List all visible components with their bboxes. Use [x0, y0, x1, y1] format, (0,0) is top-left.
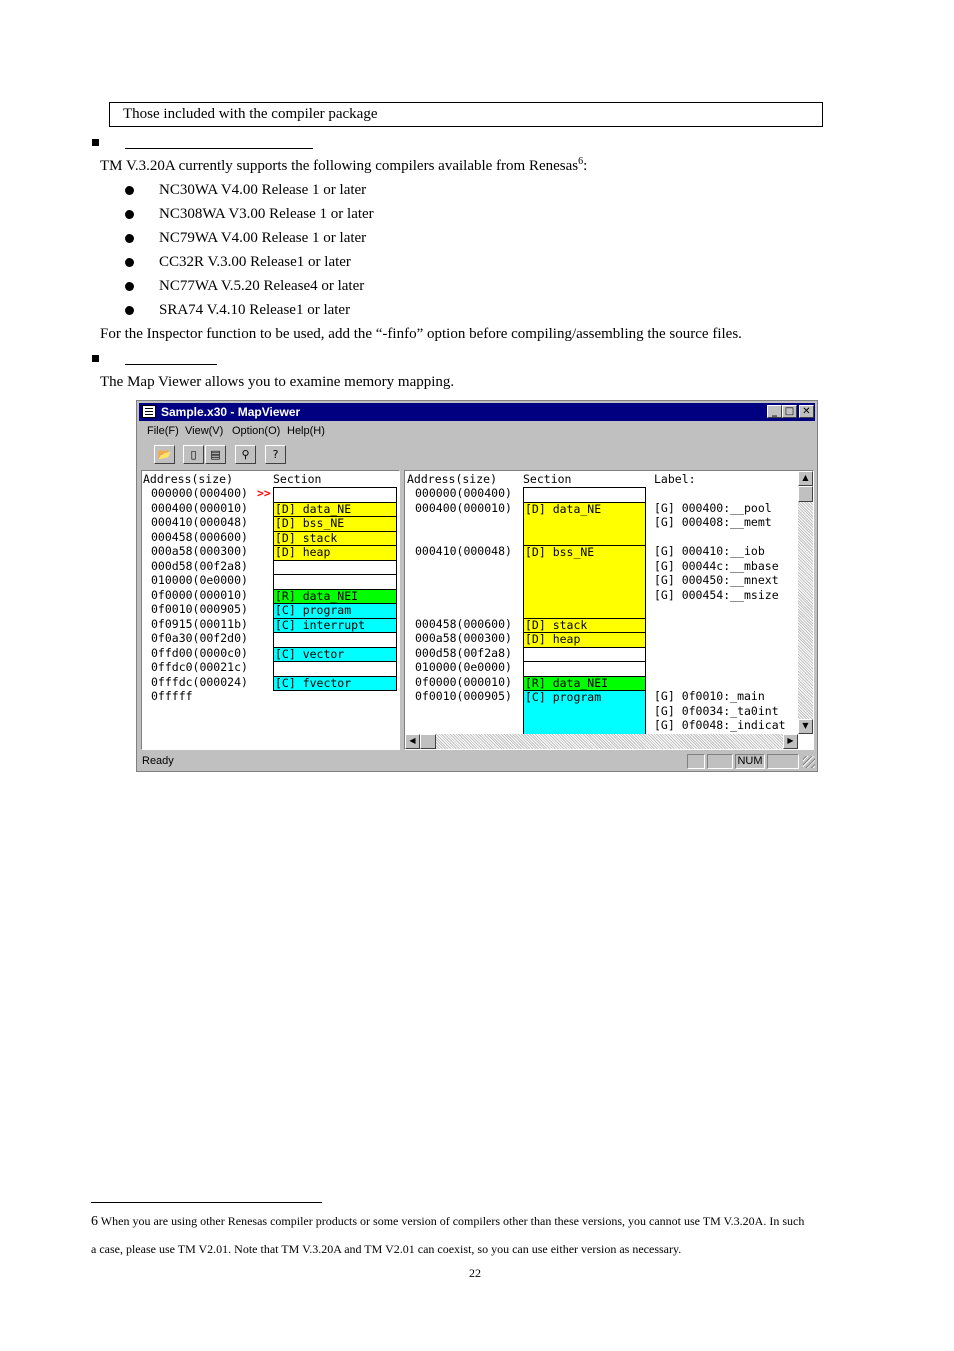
status-num-indicator: NUM [735, 754, 765, 769]
toolbar [139, 443, 815, 467]
left-address-cell: 0ffd00(0000c0) [151, 645, 248, 660]
left-address-cell: 0ffdc0(00021c) [151, 660, 248, 674]
footnote-reference[interactable]: 6 [578, 156, 584, 167]
split-view-icon[interactable]: ▤ [205, 445, 226, 464]
menu-help[interactable]: Help(H) [287, 425, 325, 437]
symbol-label[interactable]: [G] 000450:__mnext [654, 573, 779, 587]
symbol-label[interactable]: [G] 00044c:__mbase [654, 558, 779, 573]
left-section-cell[interactable]: [D] heap [273, 545, 397, 561]
left-address-cell: 010000(0e0000) [151, 573, 248, 587]
status-panel-scroll [767, 754, 799, 769]
left-address-cell: 000458(000600) [151, 529, 248, 544]
mapviewer-window [136, 400, 818, 772]
right-section-cell[interactable]: [D] bss_NE [523, 545, 646, 619]
left-address-cell: 000000(000400) [151, 486, 248, 500]
right-section-cell[interactable]: [C] program [523, 690, 646, 735]
left-address-cell: 000d58(00f2a8) [151, 558, 248, 573]
section-bullet-square [92, 139, 99, 146]
right-header-address: Address(size) [407, 472, 498, 486]
compilers-intro-text: TM V.3.20A currently supports the following compilers available from Renesas [100, 158, 579, 174]
right-address-cell: 0f0000(000010) [415, 674, 512, 689]
left-section-cell[interactable] [273, 560, 397, 576]
bullet-dot [125, 210, 134, 219]
right-address-cell: 000400(000010) [415, 500, 512, 515]
menu-bar [139, 422, 815, 440]
symbol-label[interactable]: [G] 000408:__memt [654, 515, 772, 529]
compiler-item: CC32R V.3.00 Release1 or later [159, 254, 351, 270]
right-address-cell: 010000(0e0000) [415, 660, 512, 674]
open-file-icon[interactable]: 📂 [154, 445, 175, 464]
left-section-cell[interactable]: [D] data_NE [273, 502, 397, 518]
left-section-cell[interactable] [273, 632, 397, 648]
symbol-label[interactable]: [G] 0f0010:_main [654, 689, 765, 703]
compiler-package-note: Those included with the compiler package [123, 106, 378, 122]
right-section-cell[interactable]: [D] data_NE [523, 502, 646, 547]
symbol-label[interactable]: [G] 000410:__iob [654, 544, 765, 558]
left-section-cell[interactable]: [D] stack [273, 531, 397, 547]
left-header-section: Section [273, 472, 322, 486]
left-section-cell[interactable]: [C] interrupt [273, 618, 397, 634]
left-section-cell[interactable]: [C] fvector [273, 676, 397, 692]
left-address-cell: 0f0915(00011b) [151, 616, 248, 631]
section-heading-underline [125, 148, 313, 149]
minimize-icon[interactable]: _ [767, 405, 782, 418]
compiler-item: NC308WA V3.00 Release 1 or later [159, 206, 374, 222]
left-address-cell: 000a58(000300) [151, 544, 248, 558]
single-view-icon[interactable]: ▯ [183, 445, 204, 464]
footnote-number: 6 [91, 1214, 98, 1229]
left-section-cell[interactable] [273, 574, 397, 590]
right-address-cell: 000410(000048) [415, 544, 512, 558]
symbol-label[interactable]: [G] 000400:__pool [654, 500, 772, 515]
compiler-item: NC79WA V4.00 Release 1 or later [159, 230, 367, 246]
vertical-scrollbar[interactable] [798, 471, 813, 734]
left-address-cell: 000410(000048) [151, 515, 248, 529]
right-address-cell: 000458(000600) [415, 616, 512, 631]
left-section-cell[interactable] [273, 661, 397, 677]
left-address-cell: 0f0010(000905) [151, 602, 248, 616]
menu-option[interactable]: Option(O) [232, 425, 281, 437]
bullet-dot [125, 306, 134, 315]
compiler-package-note-box [109, 102, 823, 127]
left-section-cell[interactable]: [C] program [273, 603, 397, 619]
bullet-dot [125, 234, 134, 243]
bullet-dot [125, 258, 134, 267]
compiler-item: SRA74 V.4.10 Release1 or later [159, 302, 351, 318]
right-address-cell: 000000(000400) [415, 486, 512, 500]
bullet-dot [125, 282, 134, 291]
symbol-label[interactable]: [G] 0f0048:_indicat [654, 718, 786, 732]
help-icon[interactable]: ? [265, 445, 286, 464]
right-address-cell: 000d58(00f2a8) [415, 645, 512, 660]
scroll-right-icon[interactable]: ▶ [783, 734, 798, 749]
left-map-pane [141, 470, 400, 750]
right-section-cell[interactable] [523, 487, 646, 503]
right-section-cell[interactable]: [R] data_NEI [523, 676, 646, 692]
right-address-cell: 0f0010(000905) [415, 689, 512, 703]
left-section-cell[interactable] [273, 487, 397, 503]
find-icon[interactable]: ⚲ [235, 445, 256, 464]
right-map-pane [404, 470, 814, 750]
left-section-cell[interactable]: [C] vector [273, 647, 397, 663]
scroll-down-icon[interactable]: ▼ [798, 719, 813, 734]
compiler-item: NC30WA V4.00 Release 1 or later [159, 182, 367, 198]
left-header-address: Address(size) [143, 472, 234, 486]
window-title: Sample.x30 - MapViewer [161, 405, 301, 419]
section-bullet-square [92, 355, 99, 362]
footnote [91, 1214, 804, 1229]
left-address-cell: 000400(000010) [151, 500, 248, 515]
left-section-cell[interactable]: [R] data_NEI [273, 589, 397, 605]
compilers-intro-paragraph [100, 157, 587, 175]
right-section-cell[interactable] [523, 647, 646, 663]
page-number: 22 [469, 1266, 481, 1280]
left-address-cell: 0f0000(000010) [151, 587, 248, 602]
horizontal-scroll-thumb[interactable] [420, 734, 436, 749]
maximize-icon[interactable]: □ [782, 405, 797, 418]
compiler-item: NC77WA V.5.20 Release4 or later [159, 278, 365, 294]
left-address-cell: 0fffdc(000024) [151, 674, 248, 689]
horizontal-scrollbar[interactable] [405, 734, 798, 749]
menu-view[interactable]: View(V) [185, 425, 224, 437]
close-icon[interactable]: ✕ [799, 405, 814, 418]
vertical-scroll-thumb[interactable] [798, 486, 813, 502]
status-panel-caps [687, 754, 705, 769]
intro-colon: : [583, 158, 588, 174]
left-address-cell: 0fffff [151, 689, 193, 703]
status-panel-blank [707, 754, 733, 769]
footnote-line-2: a case, please use TM V2.01. Note that TM V.3.20A and TM V2.01 can coexist, so you can use either version as necessary. [91, 1242, 682, 1256]
menu-file[interactable]: File(F) [147, 425, 179, 437]
symbol-label[interactable]: [G] 0f0034:_ta0int [654, 703, 779, 718]
bullet-dot [125, 186, 134, 195]
right-section-cell[interactable] [523, 661, 646, 677]
mapviewer-intro: The Map Viewer allows you to examine memory mapping. [100, 374, 455, 390]
inspector-note: For the Inspector function to be used, add the “-finfo” option before compiling/assembling the source files. [100, 326, 742, 342]
right-section-cell[interactable]: [D] stack [523, 618, 646, 634]
left-address-cell: 0f0a30(00f2d0) [151, 631, 248, 645]
window-titlebar [139, 403, 815, 421]
right-header-label: Label: [654, 472, 696, 486]
section-heading-underline [125, 364, 217, 365]
marker-icon: >> [257, 486, 271, 500]
right-section-cell[interactable]: [D] heap [523, 632, 646, 648]
symbol-label[interactable]: [G] 000454:__msize [654, 587, 779, 602]
footnote-separator [91, 1202, 322, 1203]
scroll-left-icon[interactable]: ◀ [405, 734, 420, 749]
app-icon [142, 405, 156, 418]
scroll-up-icon[interactable]: ▲ [798, 471, 813, 486]
right-header-section: Section [523, 472, 572, 486]
right-address-cell: 000a58(000300) [415, 631, 512, 645]
status-bar [139, 752, 815, 770]
resize-grip-icon[interactable] [803, 756, 815, 768]
footnote-line-1: When you are using other Renesas compiler products or some version of compilers other than these versions, you cannot use TM V.3.20A. In such [100, 1214, 805, 1228]
status-text: Ready [142, 755, 174, 767]
left-section-cell[interactable]: [D] bss_NE [273, 516, 397, 532]
